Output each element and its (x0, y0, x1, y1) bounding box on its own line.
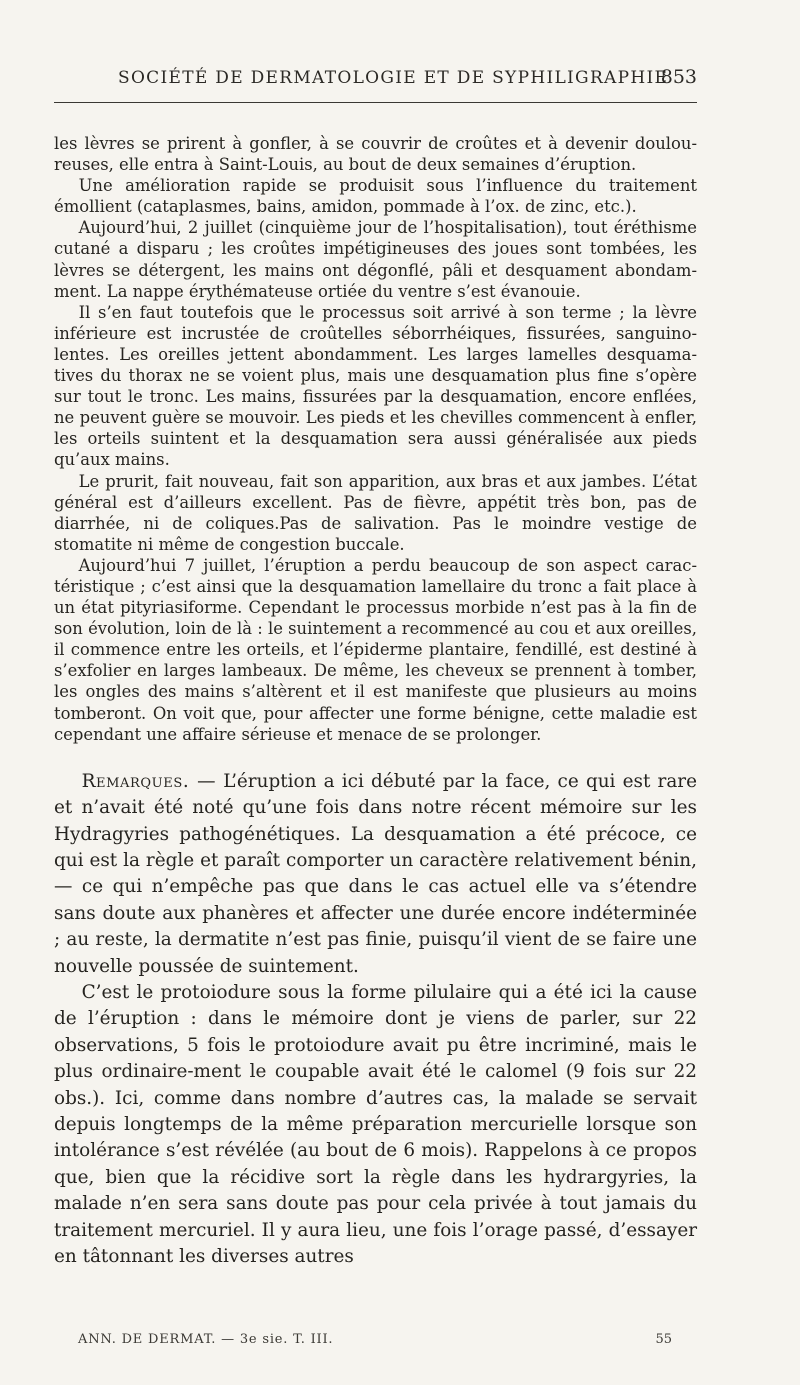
observation-paragraph: Il s’en faut toutefois que le processus soit arrivé à son terme ; la lèvre inférieure est incrustée de croûtelles séborrhéiques, fissurées, sanguino-lentes. Les oreilles jettent abondamment. Les larges lamelles desquama-tives du thorax ne se voient plus, mais une desquamation plus fine s’opère sur tout le tronc. Les mains, fissurées par la desquamation, encore enflées, ne peuvent guère se mouvoir. Les pieds et les chevilles commencent à enfler, les orteils suintent et la desquamation sera aussi généralisée aux pieds qu’aux mains. (54, 302, 697, 470)
remarks-paragraph: C’est le protoiodure sous la forme pilulaire qui a été ici la cause de l’éruption : dans le mémoire dont je viens de parler, sur 22 observations, 5 fois le protoiodure avait pu être incriminé, mais le plus ordinaire-ment le coupable avait été le calomel (9 fois sur 22 obs.). Ici, comme dans nombre d’autres cas, la malade se servait depuis longtemps de la même préparation mercurielle lorsque son intolérance s’est révélée (au bout de 6 mois). Rappelons à ce propos que, bien que la récidive sort la règle dans les hydrargyries, la malade n’en sera sans doute pas pour cela privée à tout jamais du traitement mercuriel. Il y aura lieu, une fois l’orage passé, d’essayer en tâtonnant les diverses autres (54, 981, 697, 1268)
footer-signature: ANN. DE DERMAT. — 3e sie. T. III. (78, 1332, 334, 1347)
observation-paragraph: les lèvres se prirent à gonfler, à se couvrir de croûtes et à devenir doulou-reuses, elle entra à Saint-Louis, au bout de deux semaines d’éruption. (54, 134, 697, 175)
page-number: 853 (660, 66, 697, 88)
remarks-text: L’éruption a ici débuté par la face, ce qui est rare et n’avait été noté qu’une fois dans notre récent mémoire sur les Hydragyries pathogénétiques. La desquamation a été précoce, ce qui est la règle et paraît comporter un caractère relativement bénin, — ce qui n’empêche pas que dans le cas actuel elle va s’étendre sans doute aux phanères et affecter une durée encore indéterminée ; au reste, la dermatite n’est pas finie, puisqu’il vient de se faire une nouvelle poussée de suintement. (54, 770, 697, 977)
remarks-paragraph (54, 769, 697, 980)
remarks-section (54, 769, 697, 1271)
sheet-number: 55 (655, 1332, 672, 1347)
page-footer (54, 1327, 697, 1351)
observation-paragraph: Aujourd’hui 7 juillet, l’éruption a perdu beaucoup de son aspect carac-téristique ; c’est ainsi que la desquamation lamellaire du tronc a fait place à un état pityriasiforme. Cependant le processus morbide n’est pas à la fin de son évolution, loin de là : le suintement a recommencé au cou et aux oreilles, il commence entre les orteils, et l’épiderme plantaire, fendillé, est destiné à s’exfolier en larges lambeaux. De même, les cheveux se prennent à tomber, les ongles des mains s’altèrent et il est manifeste que plusieurs au moins tomberont. On voit que, pour affecter une forme bénigne, cette maladie est cependant une affaire sérieuse et menace de se prolonger. (54, 555, 697, 744)
observation-section (54, 133, 697, 745)
running-header (54, 62, 697, 103)
observation-paragraph: Le prurit, fait nouveau, fait son apparition, aux bras et aux jambes. L’état général est d’ailleurs excellent. Pas de fièvre, appétit très bon, pas de diarrhée, ni de coliques.Pas de salivation. Pas le moindre vestige de stomatite ni même de congestion buccale. (54, 471, 697, 554)
page (54, 62, 697, 1270)
observation-paragraph: Aujourd’hui, 2 juillet (cinquième jour de l’hospitalisation), tout éréthisme cutané a disparu ; les croûtes impétigineuses des joues sont tombées, les lèvres se détergent, les mains ont dégonflé, pâli et desquament abondam-ment. La nappe érythémateuse ortiée du ventre s’est évanouie. (54, 218, 697, 301)
observation-paragraph: Une amélioration rapide se produisit sous l’influence du traitement émollient (cataplasmes, bains, amidon, pommade à l’ox. de zinc, etc.). (54, 176, 697, 217)
remarks-label: Remarques. — (81, 770, 217, 792)
running-title: SOCIÉTÉ DE DERMATOLOGIE ET DE SYPHILIGRAPHIE (118, 68, 669, 88)
